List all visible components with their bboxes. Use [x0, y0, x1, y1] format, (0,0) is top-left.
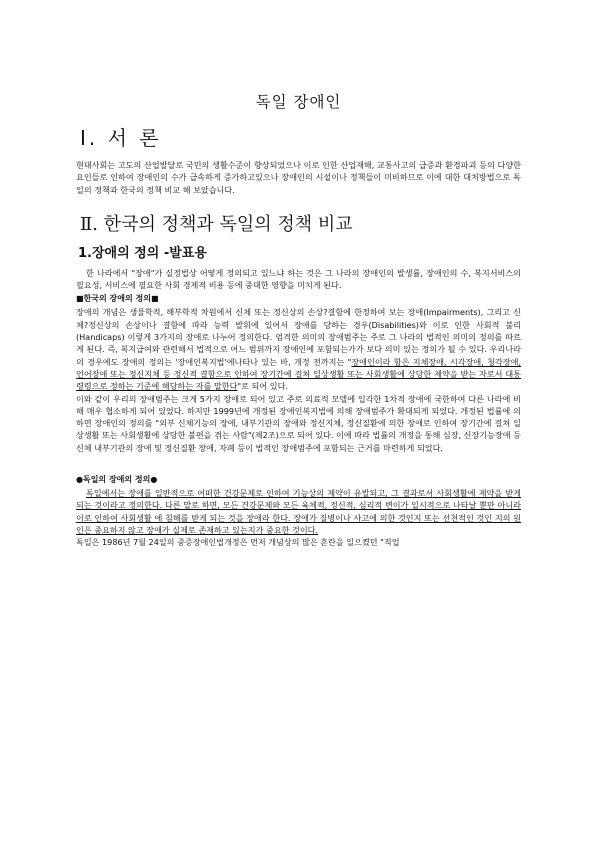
- spacer: [76, 454, 521, 472]
- korea-def-quote: 장애인이라 함은 지체장애, 시각장애, 청각장애, 언어장애 또는 정신지체 등 정신적 결함으로 인하여 장기간에 걸쳐 일상생활 또는 사회생활에 상당한 제약을 받는 자로서 대통령령으로 정하는 기준에 해당하는 자를 말한다: [76, 356, 521, 392]
- paragraph-korea-scope: 이와 같이 우리의 장애범주는 크게 5가지 장애로 되어 있고 주로 의료적 모델에 입각한 1차적 장애에 국한하여 다른 나라에 비해 매우 협소하게 되어 있었다. 하지만 1999년에 개정된 장애인복지법에 의해 장애범주가 확대되게 되었다. 개정된 법률에 의하면 장애인의 정의를 "외부 신체기능의 장애, 내부기관의 장애와 정신지체, 정신질환에 의한 장애로 인하여 장기간에 걸쳐 일상생활 또는 사회생활에 상당한 불편을 겪는 사람"(제2조)으로 되어 있다. 이에 따라 법률의 개정을 통해 심장, 신장기능장애 등 신체 내부기관의 장애 및 정신질환 장애, 자폐 등이 법적인 장애범주에 포함되는 근거를 마련하게 되었다.: [76, 393, 521, 453]
- germany-definition-label: ●독일의 장애의 정의●: [76, 475, 158, 485]
- section-2-heading: Ⅱ. 한국의 정책과 독일의 정책 비교: [80, 213, 353, 235]
- paragraph-definition-intro: 한 나라에서 "장애"가 실정법상 어떻게 정의되고 있느냐 하는 것은 그 나라의 장애인의 발생률, 장애인의 수, 복지서비스의 필요성, 서비스에 필요한 사회 경제적 비용 등에 중대한 영향을 미치게 된다.: [76, 267, 521, 291]
- korea-definition-label: ■한국의 장애의 정의■: [76, 294, 159, 304]
- section-1-body: 현대사회는 고도의 산업발달로 국민의 생활수준이 향상되었으나 이로 인한 산업재해, 교통사고의 급증과 환경파괴 등의 다양한 요인들로 인하여 장애인의 수가 급속하게 증가하고있으나 장애인의 시설이나 정책들이 미비하므로 이에 대한 대처방법으로 독일의 정책과 한국의 정책 비교 해 보았습니다.: [76, 160, 521, 195]
- section-1-heading: Ⅰ. 서 론: [80, 126, 162, 150]
- korea-def-text-c: "로 되어 있다.: [237, 381, 288, 392]
- korea-def-text-a: 장애의 개념은 생물학적, 해부학적 차원에서 신체 또는 정신상의 손상?결함에 한정하여 보는 장애(Impairments), 그리고 신체?정신상의 손상이나 결함에 따라 능력 발휘에 있어서 장애를 당하는 경우(Disabilities)와 이로 인한 사회적 불리(Handicaps) 이렇게 3가지의 장애로 나누어 정의한다. 엄격한 의미의 장애범주는 주로 그 나라의 법적인 의미의 정의를 따르게 된다. 즉, 복지급여와 관련해서 법적으로 어느 범위까지 장애인에 포함되는가가 보다 의미 있는 정의가 될 수 있다. 우리나라의 경우에도 장애의 정의는 '장애인복지법'에나타나 있는 바, 개정 전까지는 ": [76, 307, 521, 367]
- paragraph-korea-definition: [76, 306, 521, 392]
- paragraph-germany-definition: 독일에서는 장애를 일반적으로 어떠한 건강문제로 인하여 기능상의 제약이 유발되고, 그 결과로서 사회생활에 제약을 받게 되는 것이라고 정의한다. 다른 말로 하면, 모든 건강문제와 모든 육체적, 정신적, 심리적 변이가 일시적으로 나타날 뿐만 아니라 이로 인하여 사회생활 에 침해를 받게 되는 것을 장애라 한다. 장애가 질병이나 사고에 의한 것인지 또는 선천적인 것인 지의 원인은 중요하지 않고 장애가 실제로 존재하고 있는지가 중요한 것이다.: [76, 488, 521, 535]
- paragraph-germany-law: 독일은 1986년 7월 24일의 중증장애인법개정은 먼저 개념상의 많은 혼란을 일으켰던 "직업: [76, 537, 400, 548]
- document-title: 독일 장애인: [255, 93, 342, 111]
- subsection-1-heading: 1.장애의 정의 -발표용: [78, 245, 207, 261]
